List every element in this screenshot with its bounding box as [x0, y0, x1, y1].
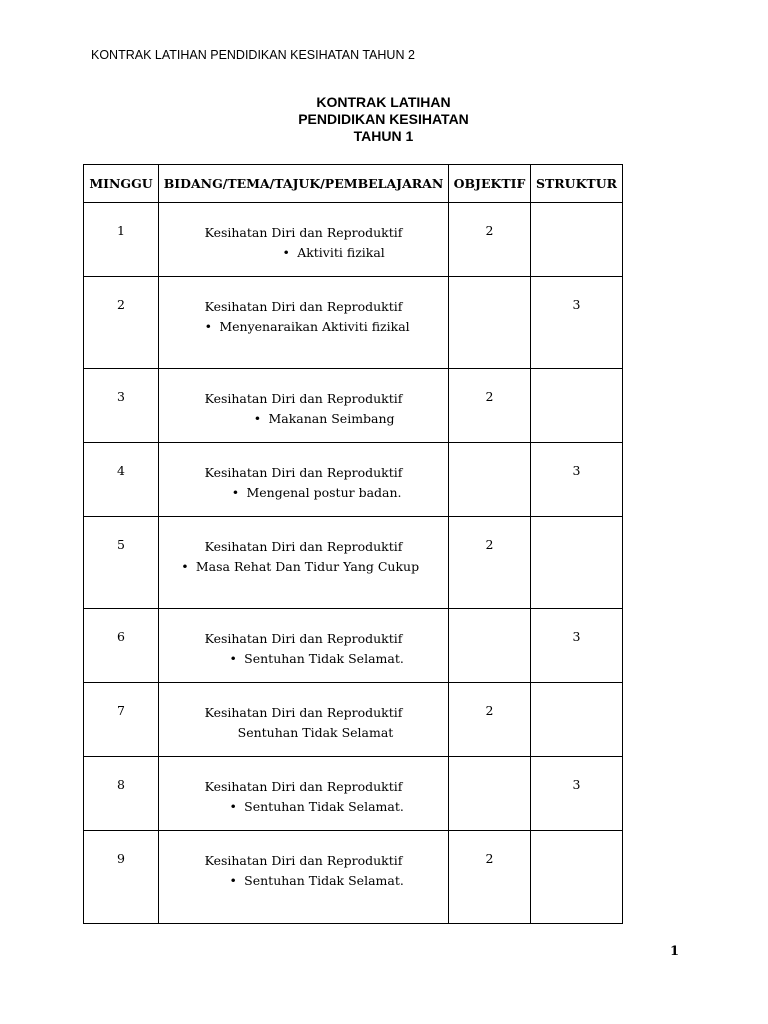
subtopic-text: Sentuhan Tidak Selamat [237, 725, 394, 740]
topic-title: Kesihatan Diri dan Reproduktif [204, 631, 403, 646]
topic-title: Kesihatan Diri dan Reproduktif [204, 465, 403, 480]
topic-cell [159, 831, 449, 924]
subtopic-item [159, 797, 448, 816]
header-bidang: BIDANG/TEMA/TAJUK/PEMBELAJARAN [159, 165, 449, 203]
topic-title: Kesihatan Diri dan Reproduktif [204, 779, 403, 794]
topic-cell [159, 443, 449, 517]
subtopic-text: Makanan Seimbang [268, 411, 395, 426]
struktur-value: 3 [531, 443, 623, 517]
objektif-value: 2 [449, 203, 531, 277]
topic-title: Kesihatan Diri dan Reproduktif [204, 705, 403, 720]
topic-cell [159, 277, 449, 369]
topic-cell [159, 517, 449, 609]
topic-cell [159, 609, 449, 683]
table-row [84, 277, 623, 369]
week-number: 3 [84, 369, 159, 443]
week-number: 2 [84, 277, 159, 369]
struktur-value: 3 [531, 277, 623, 369]
title-line-1: KONTRAK LATIHAN [316, 94, 451, 110]
subtopic-text: Sentuhan Tidak Selamat. [244, 651, 404, 666]
topic-title: Kesihatan Diri dan Reproduktif [204, 391, 403, 406]
struktur-value [531, 203, 623, 277]
bullet-icon: • [282, 245, 290, 260]
topic-cell [159, 369, 449, 443]
subtopic-text: Aktiviti fizikal [297, 245, 385, 260]
objektif-value: 2 [449, 517, 531, 609]
bullet-icon: • [231, 485, 240, 500]
subtopic-text: Mengenal postur badan. [246, 485, 402, 500]
document-title [0, 94, 768, 145]
subtopic-text: Menyenaraikan Aktiviti fizikal [219, 319, 410, 334]
table-header-row [84, 165, 623, 203]
contract-table [83, 164, 623, 924]
struktur-value [531, 831, 623, 924]
topic-title: Kesihatan Diri dan Reproduktif [204, 853, 403, 868]
header-struktur: STRUKTUR [531, 165, 623, 203]
subtopic-item [159, 483, 448, 502]
running-header: KONTRAK LATIHAN PENDIDIKAN KESIHATAN TAHUN 2 [91, 48, 415, 62]
subtopic-item [159, 649, 448, 668]
struktur-value [531, 517, 623, 609]
struktur-value: 3 [531, 757, 623, 831]
struktur-value: 3 [531, 609, 623, 683]
objektif-value [449, 757, 531, 831]
header-objektif: OBJEKTIF [449, 165, 531, 203]
table-row [84, 757, 623, 831]
subtopic-text: Masa Rehat Dan Tidur Yang Cukup [195, 559, 420, 574]
objektif-value: 2 [449, 831, 531, 924]
subtopic-item [159, 243, 448, 262]
topic-title: Kesihatan Diri dan Reproduktif [204, 539, 403, 554]
table-row [84, 203, 623, 277]
subtopic-item [159, 317, 448, 336]
table-row [84, 831, 623, 924]
header-minggu: MINGGU [84, 165, 159, 203]
subtopic-item [145, 557, 448, 576]
subtopic-item [159, 871, 448, 890]
week-number: 9 [84, 831, 159, 924]
objektif-value: 2 [449, 369, 531, 443]
subtopic-item [159, 409, 448, 428]
page-number: 1 [670, 944, 680, 959]
title-line-2: PENDIDIKAN KESIHATAN [298, 111, 469, 127]
week-number: 6 [84, 609, 159, 683]
bullet-icon: • [253, 411, 262, 426]
table-row [84, 369, 623, 443]
objektif-value [449, 443, 531, 517]
bullet-icon: • [229, 873, 237, 888]
bullet-icon: • [229, 651, 237, 666]
week-number: 7 [84, 683, 159, 757]
struktur-value [531, 369, 623, 443]
table-row [84, 609, 623, 683]
topic-title: Kesihatan Diri dan Reproduktif [204, 299, 403, 314]
topic-cell [159, 203, 449, 277]
table-row [84, 517, 623, 609]
objektif-value: 2 [449, 683, 531, 757]
week-number: 1 [84, 203, 159, 277]
objektif-value [449, 277, 531, 369]
topic-cell [159, 683, 449, 757]
week-number: 4 [84, 443, 159, 517]
bullet-icon: • [181, 559, 189, 574]
title-line-3: TAHUN 1 [353, 128, 414, 144]
topic-title: Kesihatan Diri dan Reproduktif [204, 225, 403, 240]
topic-cell [159, 757, 449, 831]
objektif-value [449, 609, 531, 683]
bullet-icon: • [229, 799, 237, 814]
week-number: 8 [84, 757, 159, 831]
subtopic-text: Sentuhan Tidak Selamat. [244, 799, 404, 814]
struktur-value [531, 683, 623, 757]
table-row [84, 443, 623, 517]
week-number: 5 [84, 517, 159, 609]
bullet-icon: • [204, 319, 213, 334]
subtopic-text: Sentuhan Tidak Selamat. [244, 873, 404, 888]
table-row [84, 683, 623, 757]
